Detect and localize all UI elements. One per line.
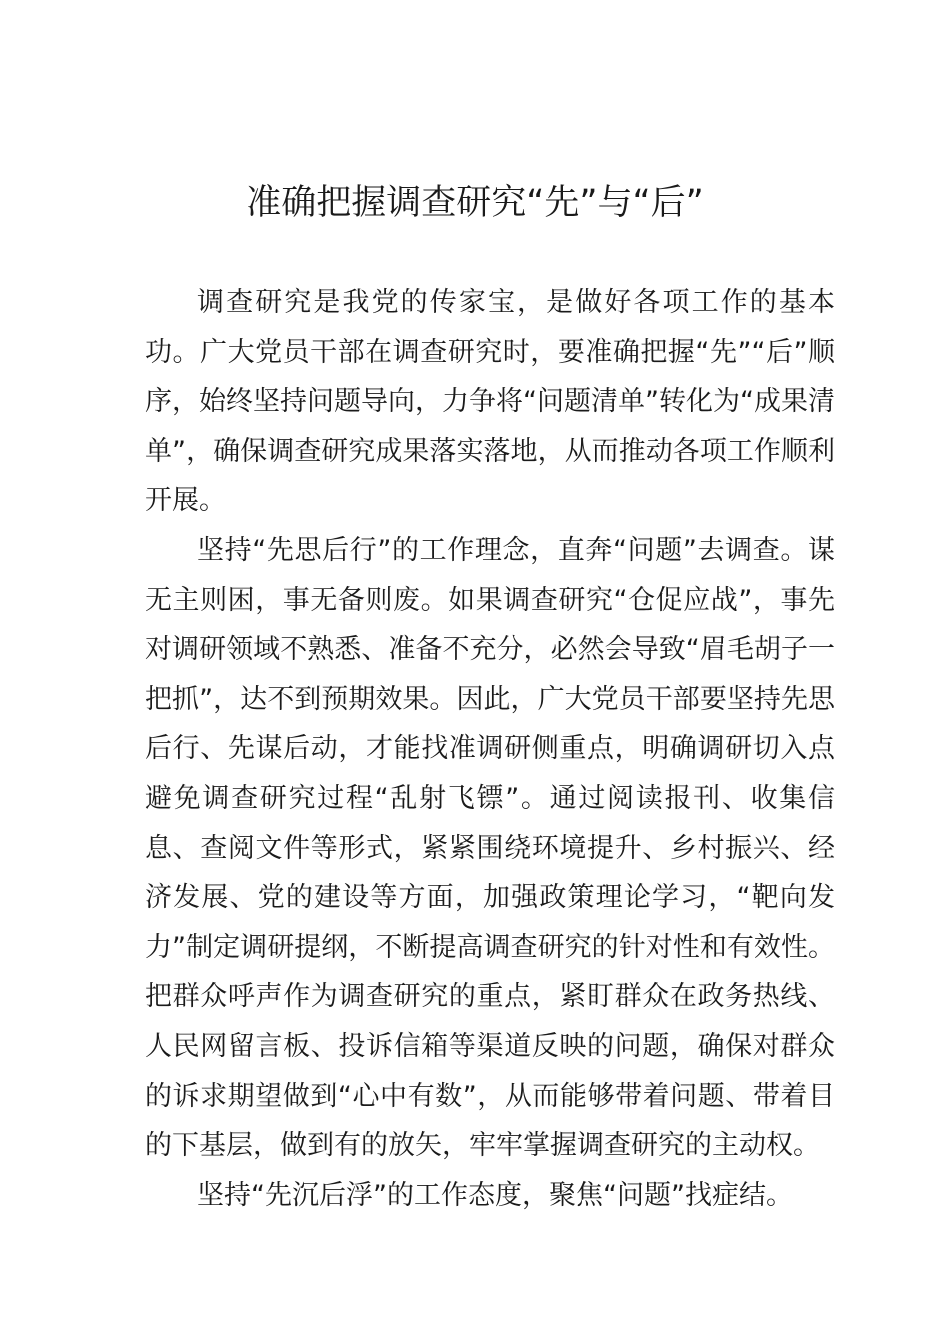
article-body xyxy=(145,278,835,1220)
paragraph-1: 调查研究是我党的传家宝，是做好各项工作的基本功。广大党员干部在调查研究时，要准确把握“先”“后”顺序，始终坚持问题导向，力争将“问题清单”转化为“成果清单”，确保调查研究成果落实落地，从而推动各项工作顺利开展。 xyxy=(145,287,835,517)
paragraph-3: 坚持“先沉后浮”的工作态度，聚焦“问题”找症结。 xyxy=(197,1179,793,1211)
page-title: 准确把握调查研究“先”与“后” xyxy=(246,183,704,223)
paragraph-2: 坚持“先思后行”的工作理念，直奔“问题”去调查。谋无主则困，事无备则废。如果调查研究“仓促应战”，事先对调研领域不熟悉、准备不充分，必然会导致“眉毛胡子一把抓”，达不到预期效果。因此，广大党员干部要坚持先思后行、先谋后动，才能找准调研侧重点，明确调研切入点避免调查研究过程“乱射飞镖”。通过阅读报刊、收集信息、查阅文件等形式，紧紧围绕环境提升、乡村振兴、经济发展、党的建设等方面，加强政策理论学习，“靶向发力”制定调研提纲，不断提高调查研究的针对性和有效性。把群众呼声作为调查研究的重点，紧盯群众在政务热线、人民网留言板、投诉信箱等渠道反映的问题，确保对群众的诉求期望做到“心中有数”，从而能够带着问题、带着目的下基层，做到有的放矢，牢牢掌握调查研究的主动权。 xyxy=(145,534,835,1162)
